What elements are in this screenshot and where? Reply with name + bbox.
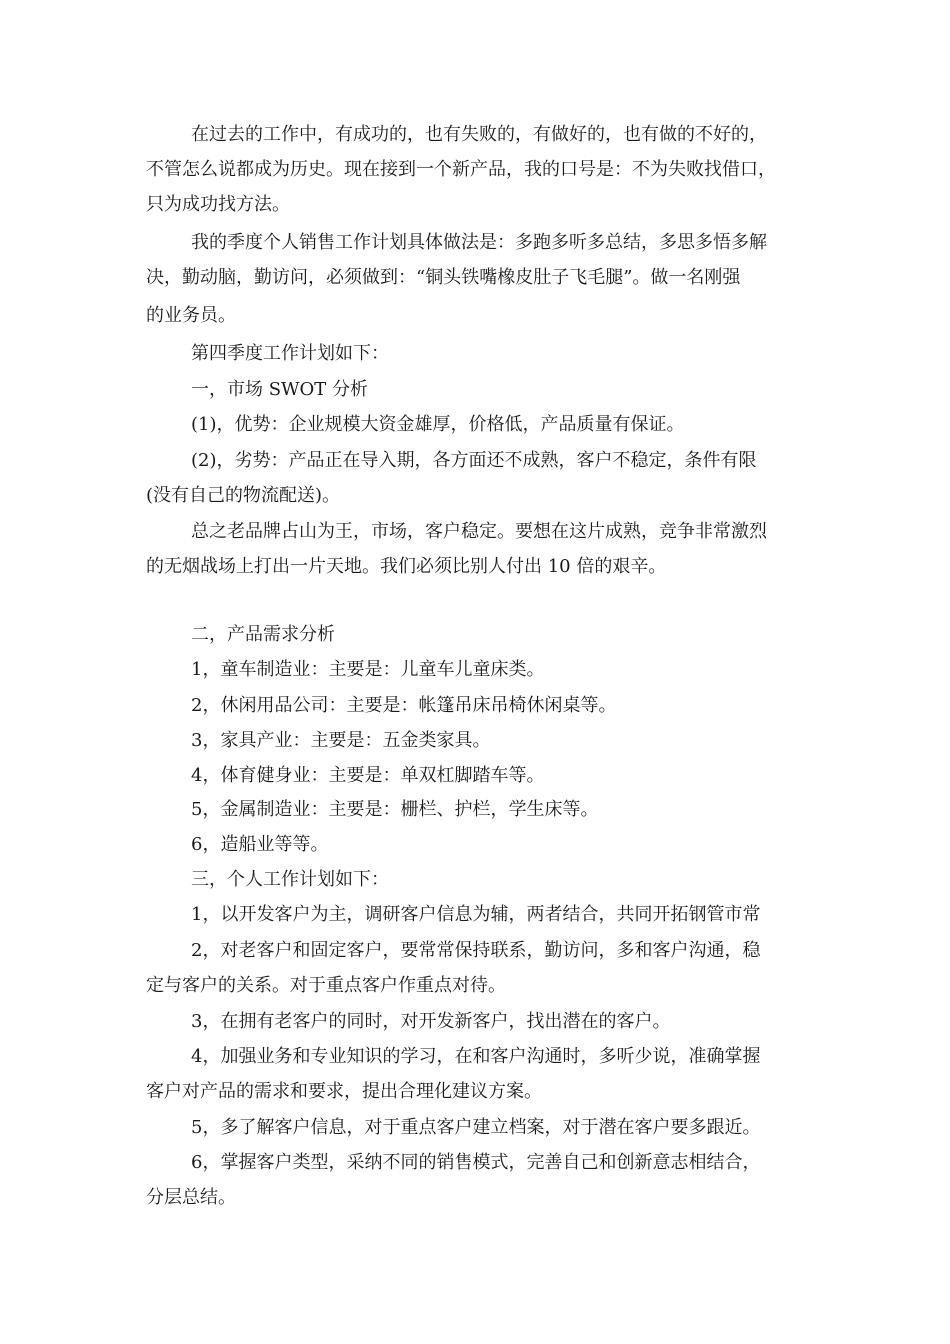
paragraph-line: 决，勤动脑，勤访问，必须做到：“铜头铁嘴橡皮肚子飞毛腿”。做一名刚强 [146,267,741,288]
list-item-continuation: 客户对产品的需求和要求，提出合理化建议方案。 [146,1081,542,1102]
list-item: 6，掌握客户类型，采纳不同的销售模式，完善自己和创新意志相结合， [191,1152,761,1173]
paragraph-line: 总之老品牌占山为王，市场，客户稳定。要想在这片成熟，竞争非常激烈 [191,521,767,542]
list-item: 4，加强业务和专业知识的学习，在和客户沟通时，多听少说，准确掌握 [191,1046,761,1067]
paragraph-line: 我的季度个人销售工作计划具体做法是：多跑多听多总结，多思多悟多解 [191,232,767,253]
section-heading: 三，个人工作计划如下： [191,869,389,890]
paragraph-line: (没有自己的物流配送)。 [146,485,341,506]
list-item: 5，多了解客户信息，对于重点客户建立档案，对于潜在客户要多跟近。 [191,1117,761,1138]
list-item: 4，体育健身业：主要是：单双杠脚踏车等。 [191,765,545,786]
list-item: 1，以开发客户为主，调研客户信息为辅，两者结合，共同开拓钢管市常 [191,904,761,925]
paragraph-line: (1)，优势：企业规模大资金雄厚，价格低，产品质量有保证。 [191,414,685,435]
list-item-continuation: 分层总结。 [146,1187,236,1208]
list-item: 3，在拥有老客户的同时，对开发新客户，找出潜在的客户。 [191,1011,671,1032]
paragraph-line: 的业务员。 [146,305,236,326]
list-item: 2，对老客户和固定客户，要常常保持联系，勤访问，多和客户沟通，稳 [191,940,761,961]
list-item: 6，造船业等等。 [191,834,329,855]
paragraph-line: 的无烟战场上打出一片天地。我们必须比别人付出 10 倍的艰辛。 [146,556,667,577]
paragraph-line: 在过去的工作中，有成功的，也有失败的，有做好的，也有做的不好的， [191,124,767,145]
section-heading: 第四季度工作计划如下： [191,343,389,364]
list-item: 1，童车制造业：主要是：儿童车儿童床类。 [191,659,545,680]
paragraph-line: 只为成功找方法。 [146,194,290,215]
paragraph-line: 不管怎么说都成为历史。现在接到一个新产品，我的口号是：不为失败找借口， [146,159,776,180]
list-item: 3，家具产业：主要是：五金类家具。 [191,730,491,751]
paragraph-line: (2)，劣势：产品正在导入期，各方面还不成熟，客户不稳定，条件有限 [191,450,757,471]
section-heading: 二，产品需求分析 [191,624,335,645]
list-item: 5，金属制造业：主要是：栅栏、护栏，学生床等。 [191,799,599,820]
list-item: 2，休闲用品公司：主要是：帐篷吊床吊椅休闲桌等。 [191,695,617,716]
list-item-continuation: 定与客户的关系。对于重点客户作重点对待。 [146,975,506,996]
section-heading: 一，市场 SWOT 分析 [191,379,369,400]
